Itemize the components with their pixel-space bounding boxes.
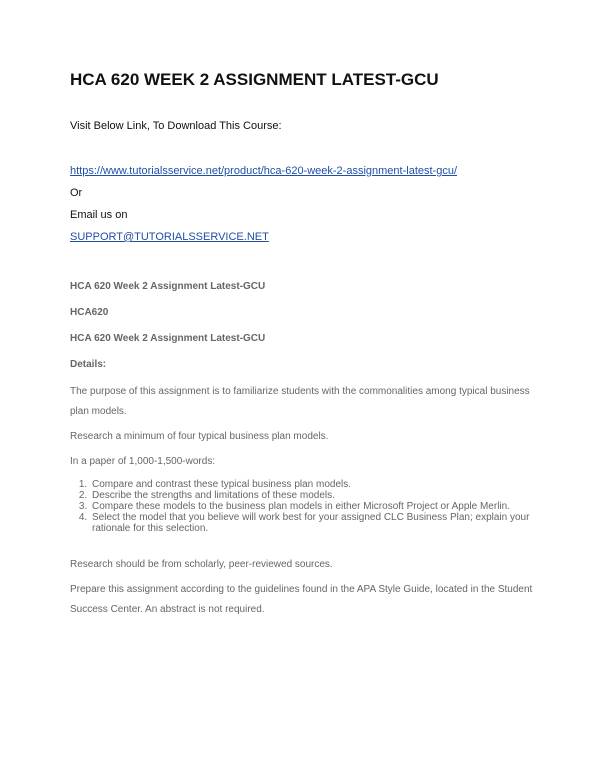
or-text: Or bbox=[70, 187, 83, 199]
research-paragraph: Research a minimum of four typical business plan models. bbox=[70, 431, 329, 442]
list-item: 4. Select the model that you believe will work best for your assigned CLC Business Plan; explain your rationale for this selection. bbox=[90, 512, 550, 534]
course-code: HCA620 bbox=[70, 307, 109, 318]
visit-text: Visit Below Link, To Download This Course: bbox=[70, 120, 282, 132]
purpose-paragraph: The purpose of this assignment is to familiarize students with the commonalities among typical business plan models. bbox=[70, 386, 530, 417]
requirements-list bbox=[70, 479, 550, 534]
list-item: 1. Compare and contrast these typical business plan models. bbox=[90, 479, 550, 490]
assignment-heading: HCA 620 Week 2 Assignment Latest-GCU bbox=[70, 281, 266, 292]
sources-paragraph: Research should be from scholarly, peer-reviewed sources. bbox=[70, 559, 333, 570]
page-title: HCA 620 WEEK 2 ASSIGNMENT LATEST-GCU bbox=[70, 70, 439, 89]
details-label: Details: bbox=[70, 359, 107, 370]
email-label: Email us on bbox=[70, 209, 128, 221]
assignment-subheading: HCA 620 Week 2 Assignment Latest-GCU bbox=[70, 333, 266, 344]
prepare-paragraph: Prepare this assignment according to the guidelines found in the APA Style Guide, located in the Student Success Center. An abstract is not required. bbox=[70, 584, 533, 615]
list-item: 3. Compare these models to the business plan models in either Microsoft Project or Apple Merlin. bbox=[90, 501, 550, 512]
email-link[interactable]: SUPPORT@TUTORIALSSERVICE.NET bbox=[70, 231, 269, 243]
list-item: 2. Describe the strengths and limitations of these models. bbox=[90, 490, 550, 501]
paper-length-paragraph: In a paper of 1,000-1,500-words: bbox=[70, 456, 216, 467]
course-link[interactable]: https://www.tutorialsservice.net/product/hca-620-week-2-assignment-latest-gcu/ bbox=[70, 165, 458, 177]
